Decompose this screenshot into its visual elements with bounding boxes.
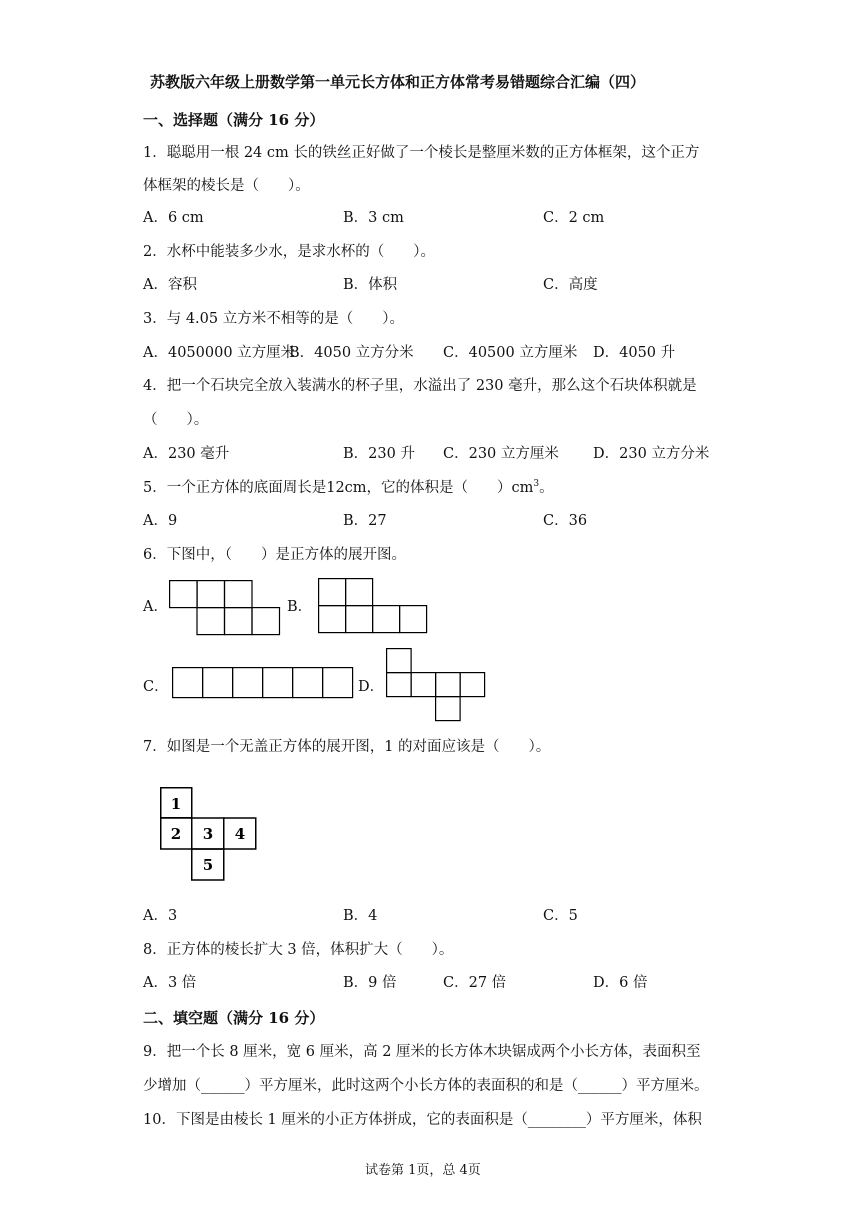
q2-option-a: A．容积 <box>143 277 197 293</box>
q3-option-b: B．4050 立方分米 <box>289 345 414 361</box>
q5-option-a: A．9 <box>143 513 178 529</box>
question-1-line2: 体框架的棱长是（ ）。 <box>143 178 310 194</box>
question-2: 2．水杯中能装多少水，是求水杯的（ ）。 <box>143 244 435 260</box>
page-footer: 试卷第 1页，总 4页 <box>365 1163 481 1178</box>
q8-option-a: A．3 倍 <box>143 975 197 991</box>
q1-option-a: A．6 cm <box>143 210 204 226</box>
question-7: 7．如图是一个无盖正方体的展开图，1 的对面应该是（ ）。 <box>143 739 551 755</box>
q2-option-c: C．高度 <box>543 277 598 293</box>
page-title: 苏教版六年级上册数学第一单元长方体和正方体常考易错题综合汇编（四） <box>150 73 646 91</box>
q7-option-c: C．5 <box>543 908 578 924</box>
question-6: 6．下图中，（ ）是正方体的展开图。 <box>143 547 406 563</box>
section-heading-fill-in: 二、填空题（满分 16 分） <box>143 1009 325 1027</box>
net-cell-1: 1 <box>170 795 182 813</box>
question-4-line1: 4．把一个石块完全放入装满水的杯子里，水溢出了 230 毫升，那么这个石块体积就是 <box>143 378 697 394</box>
question-5-superscript: 3 <box>533 479 540 490</box>
q1-option-b: B．3 cm <box>343 210 404 226</box>
net-cell-2: 2 <box>170 825 182 843</box>
cube-net-a <box>169 580 281 636</box>
open-cube-net-figure <box>160 787 260 883</box>
question-4-line2: （ ）。 <box>143 412 209 428</box>
q4-option-d: D．230 立方分米 <box>593 446 710 462</box>
q6-label-a: A． <box>143 599 168 615</box>
q2-option-b: B．体积 <box>343 277 398 293</box>
q3-option-d: D．4050 升 <box>593 345 676 361</box>
q5-option-b: B．27 <box>343 513 387 529</box>
q8-option-c: C．27 倍 <box>443 975 507 991</box>
q4-option-b: B．230 升 <box>343 446 415 462</box>
q4-option-c: C．230 立方厘米 <box>443 446 559 462</box>
q7-option-b: B．4 <box>343 908 378 924</box>
q1-option-c: C．2 cm <box>543 210 605 226</box>
q6-label-d: D． <box>358 679 385 695</box>
q4-option-a: A．230 毫升 <box>143 446 230 462</box>
question-5 <box>143 478 554 498</box>
question-5-end: 。 <box>539 480 554 496</box>
net-cell-4: 4 <box>234 825 246 843</box>
question-3: 3．与 4.05 立方米不相等的是（ ）。 <box>143 311 404 327</box>
q7-option-a: A．3 <box>143 908 178 924</box>
q6-label-c: C． <box>143 679 169 695</box>
q3-option-a: A．4050000 立方厘米 <box>143 345 296 361</box>
cube-net-d <box>386 648 488 722</box>
question-8: 8．正方体的棱长扩大 3 倍，体积扩大（ ）。 <box>143 942 454 958</box>
cube-net-b <box>318 578 430 634</box>
q8-option-d: D．6 倍 <box>593 975 648 991</box>
question-1-line1: 1．聪聪用一根 24 cm 长的铁丝正好做了一个棱长是整厘米数的正方体框架，这个正方 <box>143 145 700 161</box>
q5-option-c: C．36 <box>543 513 588 529</box>
cube-net-c <box>172 667 356 699</box>
q6-label-b: B． <box>287 599 313 615</box>
question-10-line1: 10．下图是由棱长 1 厘米的小正方体拼成，它的表面积是（________）平方厘米，体积 <box>143 1112 702 1128</box>
question-9-line2: 少增加（______）平方厘米，此时这两个小长方体的表面积的和是（______）平方厘米。 <box>143 1078 709 1094</box>
q8-option-b: B．9 倍 <box>343 975 397 991</box>
net-cell-3: 3 <box>202 825 214 843</box>
question-5-text: 5．一个正方体的底面周长是12cm，它的体积是（ ）cm <box>143 480 534 496</box>
section-heading-choice: 一、选择题（满分 16 分） <box>143 111 325 129</box>
q3-option-c: C．40500 立方厘米 <box>443 345 578 361</box>
net-cell-5: 5 <box>202 856 214 874</box>
question-9-line1: 9．把一个长 8 厘米，宽 6 厘米，高 2 厘米的长方体木块锯成两个小长方体，表面积至 <box>143 1044 701 1060</box>
